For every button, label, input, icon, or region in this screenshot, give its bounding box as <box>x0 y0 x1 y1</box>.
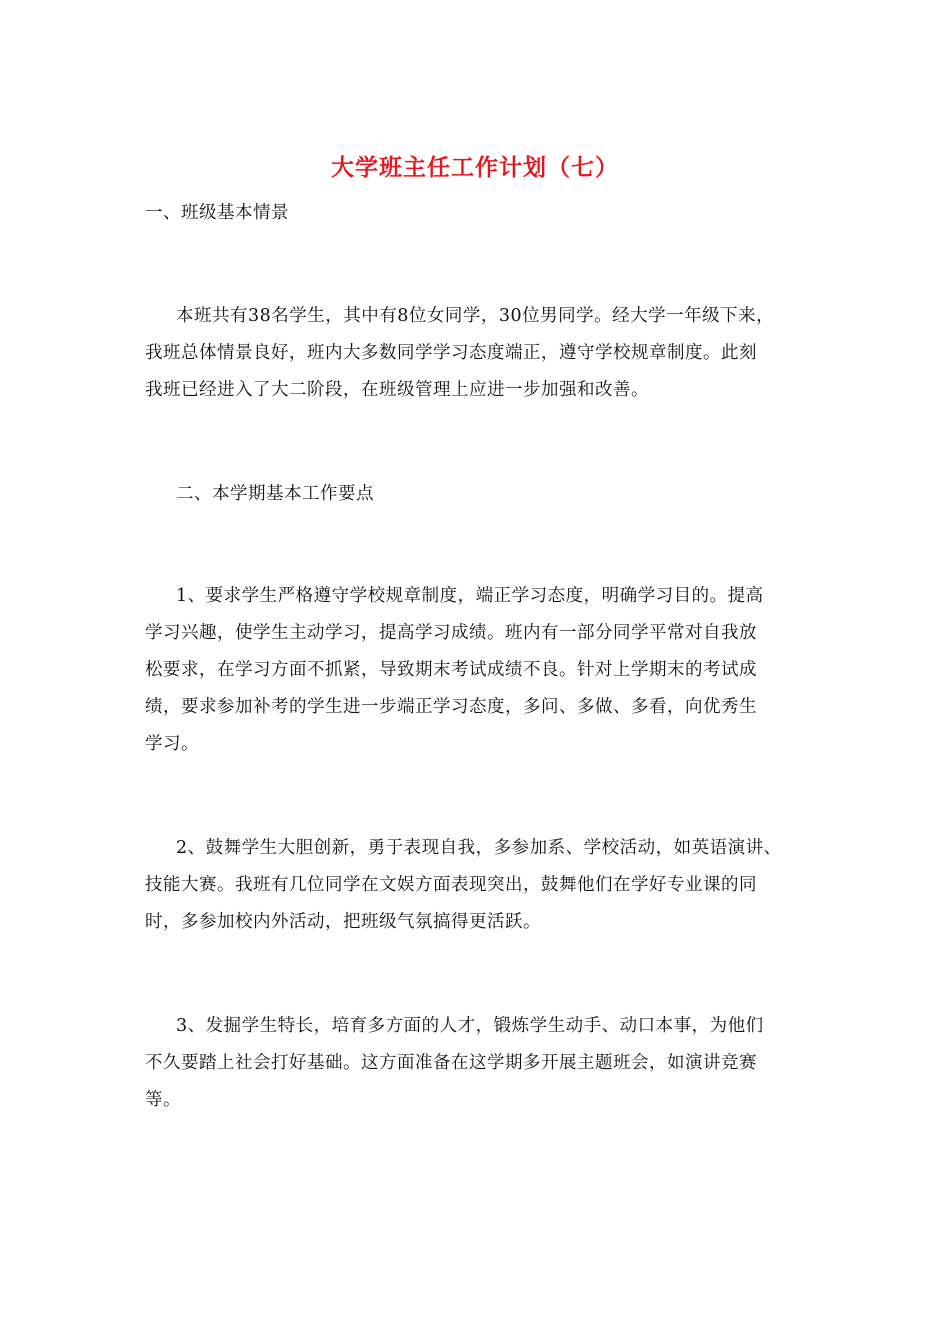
paragraph-line: 3、发掘学生特长，培育多方面的人才，锻炼学生动手、动口本事，为他们 <box>176 1016 764 1036</box>
paragraph-line: 我班总体情景良好，班内大多数同学学习态度端正，遵守学校规章制度。此刻 <box>145 343 757 363</box>
paragraph-line: 1、要求学生严格遵守学校规章制度，端正学习态度，明确学习目的。提高 <box>176 586 764 606</box>
section-heading-basic-situation: 一、班级基本情景 <box>145 203 289 223</box>
paragraph-line: 学习。 <box>145 734 199 754</box>
paragraph-line: 2、鼓舞学生大胆创新，勇于表现自我，多参加系、学校活动，如英语演讲、 <box>176 838 782 858</box>
paragraph-item-3 <box>145 1008 810 1119</box>
document-title: 大学班主任工作计划（七） <box>331 154 619 181</box>
section-heading-work-points: 二、本学期基本工作要点 <box>176 484 374 504</box>
paragraph-item-2 <box>145 830 810 941</box>
paragraph-line: 绩，要求参加补考的学生进一步端正学习态度，多问、多做、多看，向优秀生 <box>145 697 757 717</box>
paragraph-line: 等。 <box>145 1090 181 1110</box>
paragraph-line: 不久要踏上社会打好基础。这方面准备在这学期多开展主题班会，如演讲竞赛 <box>145 1053 757 1073</box>
paragraph-line: 松要求，在学习方面不抓紧，导致期末考试成绩不良。针对上学期末的考试成 <box>145 660 757 680</box>
paragraph-item-1 <box>145 578 810 763</box>
paragraph-line: 技能大赛。我班有几位同学在文娱方面表现突出，鼓舞他们在学好专业课的同 <box>145 875 757 895</box>
paragraph-line: 学习兴趣，使学生主动学习，提高学习成绩。班内有一部分同学平常对自我放 <box>145 623 757 643</box>
paragraph-class-overview <box>145 298 810 409</box>
paragraph-line: 时，多参加校内外活动，把班级气氛搞得更活跃。 <box>145 912 541 932</box>
paragraph-line: 本班共有38名学生，其中有8位女同学，30位男同学。经大学一年级下来， <box>176 306 775 326</box>
paragraph-line: 我班已经进入了大二阶段，在班级管理上应进一步加强和改善。 <box>145 380 649 400</box>
